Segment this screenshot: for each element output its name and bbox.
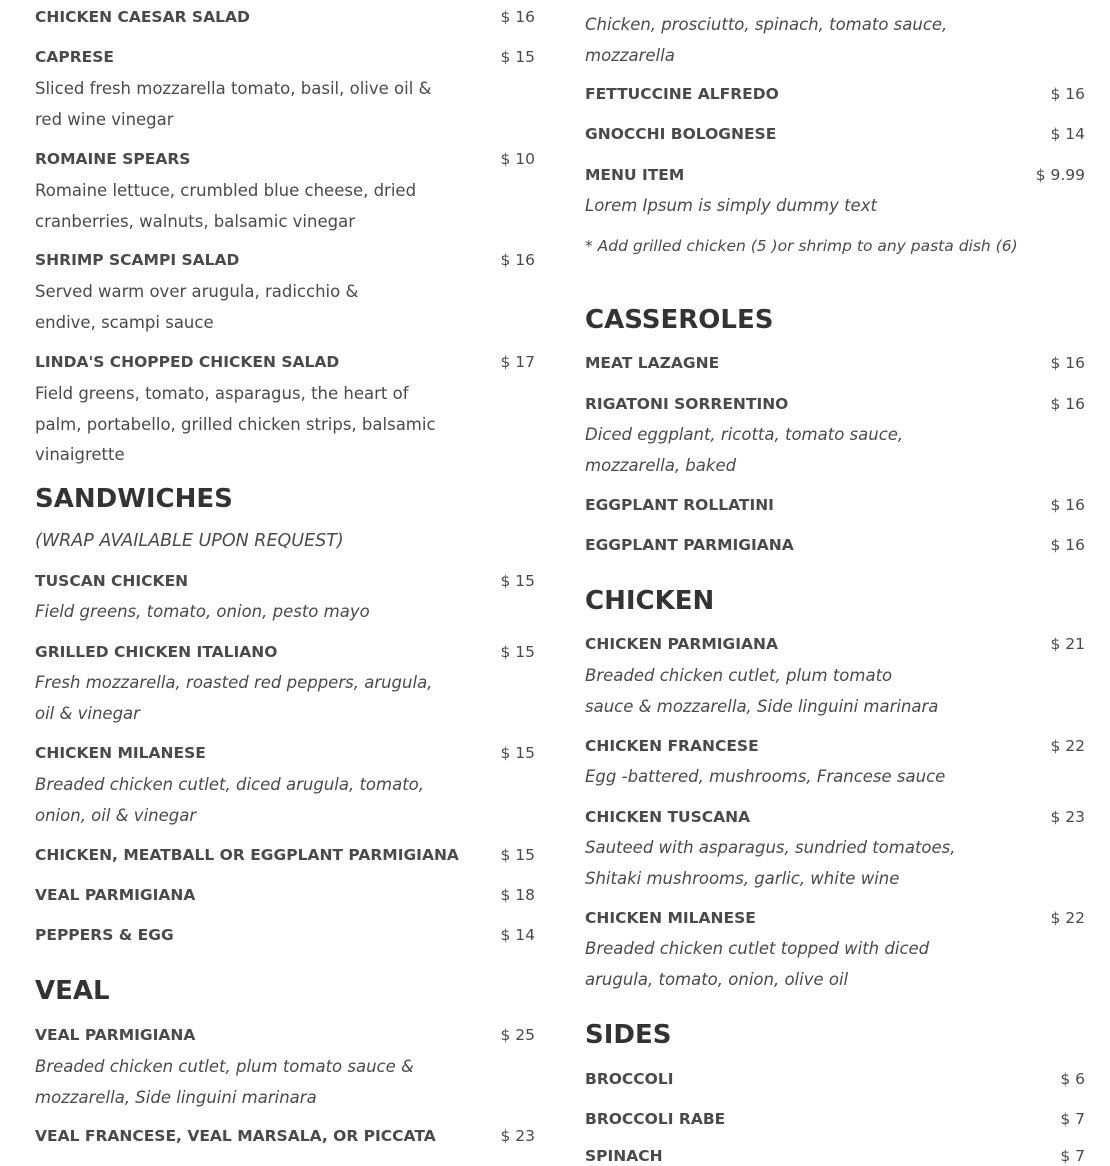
menu-item [35, 885, 535, 905]
item-price: $ 25 [500, 1026, 535, 1044]
item-name: VEAL PARMIGIANA [35, 1026, 196, 1044]
item-name: GNOCCHI BOLOGNESE [585, 125, 777, 143]
item-price: $ 7 [1060, 1147, 1085, 1165]
item-name: PEPPERS & EGG [35, 926, 174, 944]
item-name: BROCCOLI [585, 1070, 674, 1088]
item-description: Field greens, tomato, asparagus, the heart of palm, portabello, grilled chicken strips, balsamic vinaigrette [35, 384, 436, 464]
item-price: $ 22 [1050, 909, 1085, 927]
item-price: $ 15 [500, 643, 535, 661]
item-price: $ 15 [500, 48, 535, 66]
item-name: LINDA'S CHOPPED CHICKEN SALAD [35, 353, 340, 371]
item-price: $ 21 [1050, 635, 1085, 653]
item-price: $ 10 [500, 150, 535, 168]
menu-item [35, 352, 535, 464]
menu-item [35, 743, 535, 825]
section-note: (WRAP AVAILABLE UPON REQUEST) [35, 531, 344, 551]
item-description: Breaded chicken cutlet, diced arugula, tomato, onion, oil & vinegar [35, 775, 425, 825]
item-name: CHICKEN PARMIGIANA [585, 635, 778, 653]
item-name: SHRIMP SCAMPI SALAD [35, 251, 240, 269]
item-description: Fresh mozzarella, roasted red peppers, arugula, oil & vinegar [35, 673, 433, 723]
item-price: $ 15 [500, 572, 535, 590]
item-name: TUSCAN CHICKEN [35, 572, 189, 590]
menu-item [585, 736, 1085, 786]
item-description: Field greens, tomato, onion, pesto mayo [35, 602, 370, 621]
item-name: CHICKEN MILANESE [35, 744, 206, 762]
menu-item [35, 1025, 535, 1107]
menu-item [35, 642, 535, 723]
item-description: Chicken, prosciutto, spinach, tomato sauce, mozzarella [585, 15, 948, 65]
item-price: $ 18 [500, 886, 535, 904]
item-price: $ 16 [500, 251, 535, 269]
item-name: EGGPLANT PARMIGIANA [585, 536, 794, 554]
menu-item [585, 1069, 1085, 1089]
item-name: BROCCOLI RABE [585, 1110, 726, 1128]
item-name: CHICKEN CAESAR SALAD [35, 8, 250, 26]
item-price: $ 16 [1050, 85, 1085, 103]
menu-item [585, 535, 1085, 555]
menu-item [35, 149, 535, 231]
item-price: $ 9.99 [1035, 166, 1085, 184]
item-price: $ 22 [1050, 737, 1085, 755]
item-price: $ 16 [1050, 395, 1085, 413]
menu-item [35, 250, 535, 332]
item-price: $ 14 [500, 926, 535, 944]
section-title-chicken: CHICKEN [585, 586, 715, 616]
item-name: CHICKEN MILANESE [585, 909, 756, 927]
item-description: Egg -battered, mushrooms, Francese sauce [585, 767, 946, 786]
menu-item [585, 1109, 1085, 1129]
item-price: $ 6 [1060, 1070, 1085, 1088]
item-name: MENU ITEM [585, 166, 685, 184]
menu-item [585, 1146, 1085, 1166]
item-name: EGGPLANT ROLLATINI [585, 496, 774, 514]
item-name: CHICKEN TUSCANA [585, 808, 751, 826]
menu-item [585, 495, 1085, 515]
item-description: Sliced fresh mozzarella tomato, basil, olive oil & red wine vinegar [35, 79, 432, 129]
menu-item [585, 908, 1085, 989]
item-price: $ 16 [1050, 536, 1085, 554]
item-name: CAPRESE [35, 48, 115, 66]
item-price: $ 16 [1050, 496, 1085, 514]
item-name: ROMAINE SPEARS [35, 150, 191, 168]
item-price: $ 23 [1050, 808, 1085, 826]
item-price: $ 15 [500, 744, 535, 762]
section-title-sides: SIDES [585, 1020, 672, 1050]
menu-item [35, 571, 535, 621]
item-description: Sauteed with asparagus, sundried tomatoes, Shitaki mushrooms, garlic, white wine [585, 838, 956, 888]
item-price: $ 16 [500, 8, 535, 26]
item-description: Breaded chicken cutlet, plum tomato sauce & mozzarella, Side linguini marinara [35, 1057, 414, 1107]
item-name: MEAT LAZAGNE [585, 354, 720, 372]
menu-item [585, 394, 1085, 475]
menu-item [35, 845, 535, 865]
item-name: FETTUCCINE ALFREDO [585, 85, 779, 103]
menu-item [585, 124, 1085, 144]
menu-item [585, 807, 1085, 888]
item-price: $ 7 [1060, 1110, 1085, 1128]
menu-item [585, 634, 1085, 716]
item-name: CHICKEN, MEATBALL OR EGGPLANT PARMIGIANA [35, 846, 459, 864]
section-title-sandwiches: SANDWICHES [35, 484, 233, 514]
item-name: GRILLED CHICKEN ITALIANO [35, 643, 278, 661]
menu-item [35, 925, 535, 945]
pasta-note: * Add grilled chicken (5 )or shrimp to any pasta dish (6) [585, 237, 1018, 255]
item-description: Breaded chicken cutlet, plum tomato sauce & mozzarella, Side linguini marinara [585, 666, 939, 716]
item-price: $ 23 [500, 1127, 535, 1145]
item-name: RIGATONI SORRENTINO [585, 395, 789, 413]
item-price: $ 17 [500, 353, 535, 371]
menu-item [35, 7, 535, 27]
item-description: Romaine lettuce, crumbled blue cheese, dried cranberries, walnuts, balsamic vinegar [35, 181, 417, 231]
item-description: Lorem Ipsum is simply dummy text [585, 196, 877, 215]
menu-item [585, 84, 1085, 104]
item-price: $ 15 [500, 846, 535, 864]
menu-item [35, 47, 535, 129]
menu-item [585, 165, 1085, 215]
section-title-veal: VEAL [35, 976, 110, 1006]
section-title-casseroles: CASSEROLES [585, 305, 774, 335]
item-name: VEAL PARMIGIANA [35, 886, 196, 904]
item-description: Diced eggplant, ricotta, tomato sauce, mozzarella, baked [585, 425, 904, 475]
item-name: VEAL FRANCESE, VEAL MARSALA, OR PICCATA [35, 1127, 436, 1145]
item-price: $ 16 [1050, 354, 1085, 372]
item-description: Served warm over arugula, radicchio & endive, scampi sauce [35, 282, 359, 332]
menu-item [35, 1126, 535, 1146]
item-name: SPINACH [585, 1147, 663, 1165]
item-price: $ 14 [1050, 125, 1085, 143]
menu-item [585, 353, 1085, 373]
item-name: CHICKEN FRANCESE [585, 737, 759, 755]
item-description: Breaded chicken cutlet topped with diced arugula, tomato, onion, olive oil [585, 939, 930, 989]
